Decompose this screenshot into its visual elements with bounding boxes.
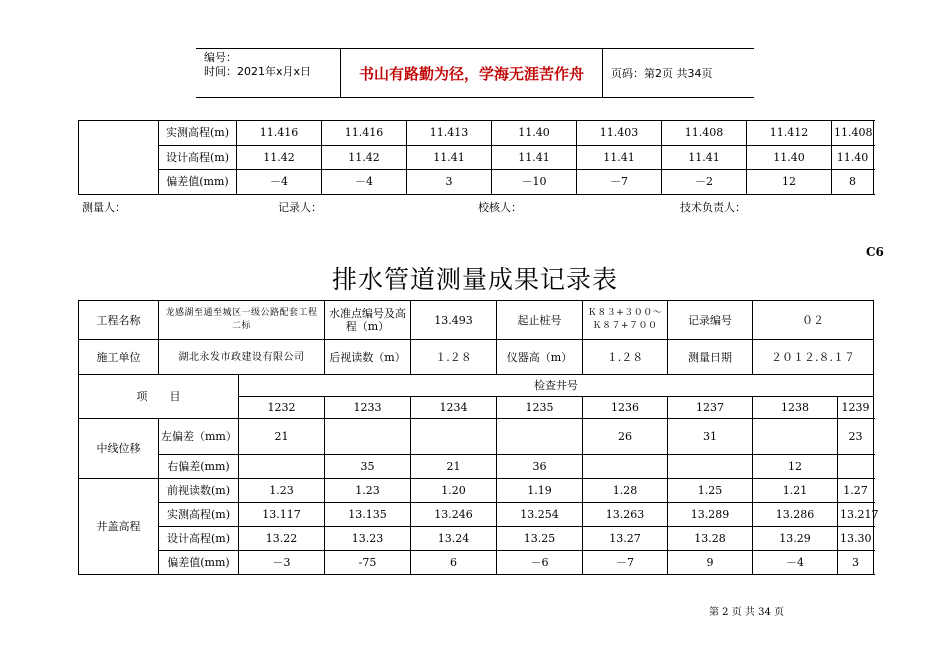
value-cell: 13.117 <box>239 503 325 527</box>
value-cell: 1.27 <box>838 479 874 503</box>
instrument-value: １.２８ <box>583 340 668 375</box>
table-row <box>79 170 874 195</box>
value-cell: 13.246 <box>411 503 497 527</box>
value-cell: 3 <box>838 551 874 575</box>
value-cell: 11.416 <box>322 121 407 146</box>
value-cell: －6 <box>497 551 583 575</box>
value-cell: 1.23 <box>325 479 411 503</box>
wells-header-row <box>79 375 874 397</box>
benchmark-value: 13.493 <box>411 301 497 340</box>
row-label: 设计高程(m) <box>159 527 239 551</box>
recorder-label: 记录人： <box>278 201 322 214</box>
value-cell: 13.28 <box>668 527 753 551</box>
benchmark-label: 水准点编号及高程（m） <box>325 301 411 340</box>
value-cell: 1.21 <box>753 479 838 503</box>
well-number: 1239 <box>838 397 874 419</box>
value-cell: 1.28 <box>583 479 668 503</box>
value-cell: 11.42 <box>237 145 322 170</box>
value-cell: 9 <box>668 551 753 575</box>
project-name: 龙感湖至通至城区一级公路配套工程二标 <box>159 301 325 340</box>
row-label: 前视读数(m) <box>159 479 239 503</box>
cover-label: 井盖高程 <box>79 479 159 575</box>
value-cell: 11.41 <box>407 145 492 170</box>
value-cell: -75 <box>325 551 411 575</box>
value-cell: 11.41 <box>577 145 662 170</box>
value-cell: 13.22 <box>239 527 325 551</box>
value-cell: 11.408 <box>662 121 747 146</box>
value-cell: 1.25 <box>668 479 753 503</box>
row-label: 实测高程(m) <box>159 121 237 146</box>
unit-label: 施工单位 <box>79 340 159 375</box>
value-cell: 31 <box>668 419 753 455</box>
row-label: 偏差值(mm) <box>159 551 239 575</box>
value-cell <box>497 419 583 455</box>
value-cell: 36 <box>497 455 583 479</box>
well-number: 1234 <box>411 397 497 419</box>
value-cell: －7 <box>583 551 668 575</box>
well-number: 1238 <box>753 397 838 419</box>
value-cell: －4 <box>322 170 407 195</box>
value-cell: 13.25 <box>497 527 583 551</box>
well-number: 1236 <box>583 397 668 419</box>
row-label: 设计高程(m) <box>159 145 237 170</box>
value-cell: 1.19 <box>497 479 583 503</box>
row-label: 偏差值(mm) <box>159 170 237 195</box>
value-cell: 13.254 <box>497 503 583 527</box>
value-cell: 13.24 <box>411 527 497 551</box>
value-cell: 23 <box>838 419 874 455</box>
page-label: 页码：第2页 共34页 <box>611 67 713 80</box>
wells-label: 检查井号 <box>239 375 874 397</box>
well-number: 1233 <box>325 397 411 419</box>
page-title: 排水管道测量成果记录表 <box>331 265 618 294</box>
backsight-value: １.２８ <box>411 340 497 375</box>
value-cell <box>325 419 411 455</box>
continuation-table <box>78 120 874 195</box>
surveyor-label: 测量人： <box>82 201 126 214</box>
value-cell: 1.20 <box>411 479 497 503</box>
table-row <box>79 527 874 551</box>
value-cell: 11.40 <box>492 121 577 146</box>
table-row <box>79 551 874 575</box>
value-cell: 26 <box>583 419 668 455</box>
table-row <box>79 479 874 503</box>
form-code: C6 <box>866 245 884 259</box>
instrument-label: 仪器高（m） <box>497 340 583 375</box>
value-cell: 11.403 <box>577 121 662 146</box>
value-cell: 13.289 <box>668 503 753 527</box>
value-cell: 11.42 <box>322 145 407 170</box>
station-value: Ｋ８３+３００～Ｋ８７+７００ <box>583 301 668 340</box>
header-meta <box>196 49 340 97</box>
slogan: 书山有路勤为径，学海无涯苦作舟 <box>340 49 603 97</box>
tech-lead-label: 技术负责人： <box>680 201 746 214</box>
value-cell: 13.30 <box>838 527 874 551</box>
value-cell <box>753 419 838 455</box>
value-cell: 11.41 <box>492 145 577 170</box>
backsight-label: 后视读数（m） <box>325 340 411 375</box>
value-cell: 8 <box>832 170 874 195</box>
page-footer: 第 2 页 共 34 页 <box>709 607 784 618</box>
value-cell: 13.286 <box>753 503 838 527</box>
value-cell: 21 <box>239 419 325 455</box>
value-cell: －2 <box>662 170 747 195</box>
table-row <box>79 145 874 170</box>
date-value: ２０１２.８.１７ <box>753 340 874 375</box>
value-cell: 21 <box>411 455 497 479</box>
value-cell: 11.41 <box>662 145 747 170</box>
value-cell: －4 <box>237 170 322 195</box>
value-cell: 35 <box>325 455 411 479</box>
value-cell <box>583 455 668 479</box>
checker-label: 校核人： <box>478 201 522 214</box>
row-label: 实测高程(m) <box>159 503 239 527</box>
value-cell: －7 <box>577 170 662 195</box>
value-cell: 13.263 <box>583 503 668 527</box>
value-cell: 11.412 <box>747 121 832 146</box>
well-number: 1232 <box>239 397 325 419</box>
value-cell <box>239 455 325 479</box>
value-cell: 13.27 <box>583 527 668 551</box>
value-cell <box>411 419 497 455</box>
value-cell: －10 <box>492 170 577 195</box>
value-cell: －3 <box>239 551 325 575</box>
centerline-left-label: 左偏差（mm） <box>159 419 239 455</box>
value-cell: 6 <box>411 551 497 575</box>
value-cell <box>838 455 874 479</box>
value-cell: 13.135 <box>325 503 411 527</box>
station-label: 起止桩号 <box>497 301 583 340</box>
page-header <box>196 48 754 98</box>
well-number: 1235 <box>497 397 583 419</box>
item-label: 项 目 <box>79 375 239 419</box>
centerline-right-row <box>79 455 874 479</box>
value-cell: 12 <box>753 455 838 479</box>
info-row-2 <box>79 340 874 375</box>
date-label: 测量日期 <box>668 340 753 375</box>
info-row-1 <box>79 301 874 340</box>
well-number: 1237 <box>668 397 753 419</box>
value-cell: 1.23 <box>239 479 325 503</box>
value-cell: 11.40 <box>832 145 874 170</box>
unit-value: 湖北永发市政建设有限公司 <box>159 340 325 375</box>
blank-cell <box>79 121 159 195</box>
value-cell: 11.413 <box>407 121 492 146</box>
value-cell: 12 <box>747 170 832 195</box>
value-cell: 13.29 <box>753 527 838 551</box>
value-cell: －4 <box>753 551 838 575</box>
record-no-label: 记录编号 <box>668 301 753 340</box>
time-label: 时间：2021年x月x日 <box>204 65 312 78</box>
record-no-value: ０２ <box>753 301 874 340</box>
value-cell: 11.416 <box>237 121 322 146</box>
table-row <box>79 503 874 527</box>
table-row <box>79 121 874 146</box>
centerline-right-label: 右偏差(mm) <box>159 455 239 479</box>
project-name-label: 工程名称 <box>79 301 159 340</box>
value-cell <box>668 455 753 479</box>
value-cell: 11.408 <box>832 121 874 146</box>
value-cell: 11.40 <box>747 145 832 170</box>
value-cell: 3 <box>407 170 492 195</box>
record-table <box>78 300 879 575</box>
centerline-left-row <box>79 419 874 455</box>
number-label: 编号： <box>204 51 237 64</box>
centerline-label: 中线位移 <box>79 419 159 479</box>
value-cell: 13.23 <box>325 527 411 551</box>
value-cell: 13.217 <box>838 503 874 527</box>
